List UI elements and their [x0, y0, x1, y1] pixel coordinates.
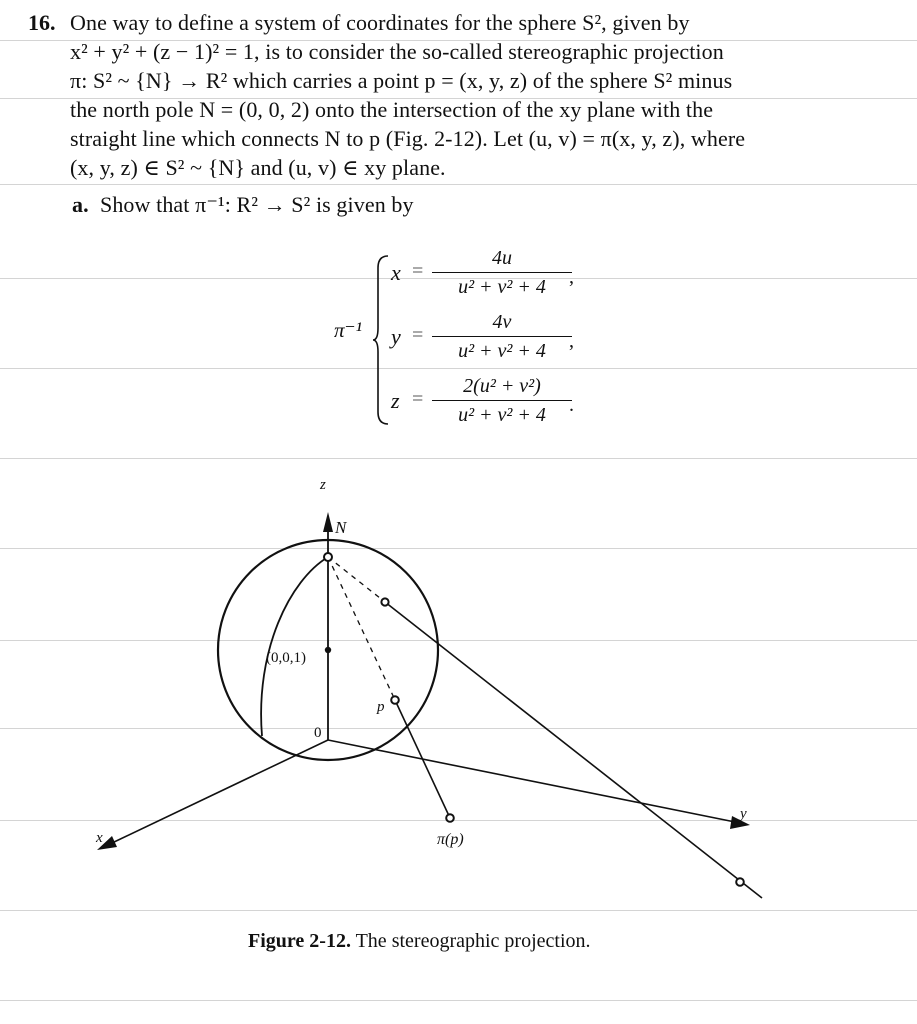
part-a-text: Show that π⁻¹: R² → S² is given by — [100, 192, 414, 217]
fraction-bar — [432, 336, 572, 337]
x-axis-label: x — [96, 830, 103, 846]
fraction-bar — [432, 400, 572, 401]
projection-point-p — [446, 814, 454, 822]
pi-inverse-symbol: π⁻¹ — [334, 318, 362, 342]
center-label: (0,0,1) — [266, 650, 306, 666]
problem-number: 16. — [28, 10, 56, 35]
equation-brace — [372, 254, 390, 426]
problem-line: the north pole N = (0, 0, 2) onto the intersection of the xy plane with the — [70, 97, 714, 122]
equation-punct: , — [569, 330, 574, 352]
center-point — [325, 647, 331, 653]
problem-line: (x, y, z) ∈ S² ~ {N} and (u, v) ∈ xy plane. — [70, 155, 446, 180]
sphere-meridian — [261, 557, 328, 736]
equation-fraction-z — [432, 374, 572, 428]
equation-equals: = — [412, 388, 424, 410]
z-axis-label: z — [320, 477, 326, 493]
numerator: 4v — [492, 311, 512, 333]
equation-fraction-y — [432, 310, 572, 364]
equation-var-y: y — [391, 324, 401, 349]
dashed-line-to-q — [328, 557, 385, 602]
problem-line: π: S² ~ {N} → R² which carries a point p = (x, y, z) of the sphere S² minus — [70, 68, 733, 93]
equation-equals: = — [412, 260, 424, 282]
equation-punct: . — [569, 394, 574, 416]
caption-text: The stereographic projection. — [355, 930, 591, 952]
equation-var-z: z — [391, 388, 400, 413]
projection-label: π(p) — [437, 831, 464, 848]
z-axis-arrow — [323, 512, 333, 532]
equation-equals: = — [412, 324, 424, 346]
sphere-point-p — [391, 696, 399, 704]
projection-point-q — [736, 878, 744, 886]
equation-fraction-x — [432, 246, 572, 300]
page-rule — [0, 184, 917, 185]
problem-line: One way to define a system of coordinates for the sphere S², given by — [70, 10, 690, 35]
equation-punct: , — [569, 266, 574, 288]
north-pole-label: N — [335, 518, 347, 537]
projection-line-p — [395, 700, 450, 818]
caption-label: Figure 2-12. — [248, 930, 351, 952]
denominator: u² + v² + 4 — [458, 404, 546, 426]
point-p-label: p — [377, 699, 385, 715]
page-rule — [0, 458, 917, 459]
y-axis-line — [328, 740, 735, 822]
projection-line-long — [385, 602, 762, 898]
figure-caption — [248, 930, 591, 953]
dashed-line-to-p — [328, 557, 395, 700]
denominator: u² + v² + 4 — [458, 276, 546, 298]
stereographic-figure — [0, 460, 917, 920]
page-rule — [0, 1000, 917, 1001]
problem-line: straight line which connects N to p (Fig. 2-12). Let (u, v) = π(x, y, z), where — [70, 126, 746, 151]
sphere-point-q — [381, 598, 388, 605]
fraction-bar — [432, 272, 572, 273]
problem-line: x² + y² + (z − 1)² = 1, is to consider the so-called stereographic projection — [70, 39, 724, 64]
x-axis-line — [112, 740, 328, 843]
numerator: 2(u² + v²) — [463, 375, 541, 397]
part-a-label: a. — [72, 192, 89, 217]
numerator: 4u — [492, 247, 512, 269]
denominator: u² + v² + 4 — [458, 340, 546, 362]
page-rule — [0, 368, 917, 369]
origin-label: 0 — [314, 725, 322, 741]
north-pole-point — [324, 553, 332, 561]
y-axis-label: y — [740, 806, 747, 822]
equation-var-x: x — [391, 260, 401, 285]
